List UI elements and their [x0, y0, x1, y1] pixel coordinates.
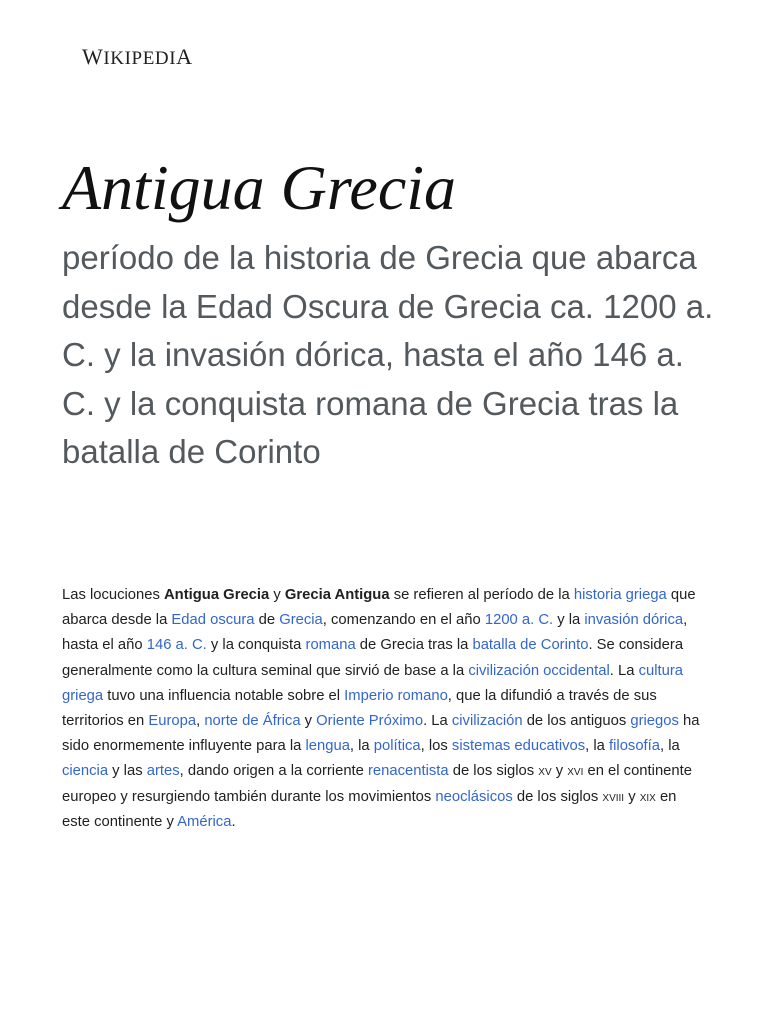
page-description: período de la historia de Grecia que abarca desde la Edad Oscura de Grecia ca. 1200 a. C. y la invasión dórica, hasta el año 146 a. C. y la conquista romana de Grecia tras la batalla de Corinto — [62, 239, 714, 470]
link-neoclasicos[interactable]: neoclásicos — [435, 788, 513, 805]
text-segment: y la — [553, 612, 585, 629]
text-segment: , la — [660, 738, 680, 755]
link-lengua[interactable]: lengua — [305, 738, 350, 755]
text-segment: ha sido enormemente influyente para la — [62, 713, 700, 755]
text-segment: en este continente y — [62, 788, 677, 830]
link-america[interactable]: América — [177, 813, 232, 830]
link-civilizacion-occidental[interactable]: civilización occidental — [468, 662, 610, 679]
text-segment: , dando origen a la corriente — [179, 763, 368, 780]
link-invasion-dorica[interactable]: invasión dórica — [584, 612, 684, 629]
text-segment: y las — [108, 763, 147, 780]
link-historia-griega[interactable]: historia griega — [573, 587, 667, 603]
century-numeral: xix — [639, 788, 656, 805]
text-segment: de los antiguos — [522, 713, 631, 730]
text-segment: se refieren al período de la — [389, 587, 574, 603]
text-segment: Las locuciones — [62, 587, 164, 603]
link-europa[interactable]: Europa — [148, 713, 197, 730]
text-segment: , comenzando en el año — [322, 612, 485, 629]
wikipedia-logo[interactable] — [82, 44, 193, 70]
text-segment: y — [624, 788, 640, 805]
text-segment: . — [231, 813, 236, 830]
link-norte-de-africa[interactable]: norte de África — [204, 713, 301, 730]
century-numeral: xviii — [602, 788, 625, 805]
century-numeral: xv — [538, 763, 552, 780]
text-segment: en el continente europeo y resurgiendo también durante los movimientos — [62, 763, 692, 805]
text-segment: y — [269, 587, 285, 603]
page-title: Antigua Grecia — [62, 152, 456, 223]
link-artes[interactable]: artes — [146, 763, 180, 780]
text-segment: . Se considera generalmente como la cultura seminal que sirvió de base a la — [62, 637, 684, 679]
text-segment: de Grecia tras la — [355, 637, 473, 654]
article-extract — [62, 583, 708, 835]
text-segment: tuvo una influencia notable sobre el — [103, 687, 345, 704]
century-numeral: xvi — [567, 763, 584, 780]
link-cultura-griega[interactable]: cultura griega — [62, 662, 684, 704]
logo-letter-w: W — [82, 44, 104, 69]
link-renacentista[interactable]: renacentista — [368, 763, 449, 780]
text-segment: de los siglos — [512, 788, 603, 805]
link-romana[interactable]: romana — [305, 637, 356, 654]
link-1200-ac[interactable]: 1200 a. C. — [484, 612, 554, 629]
link-batalla-de-corinto[interactable]: batalla de Corinto — [472, 637, 589, 654]
text-segment: . La — [423, 713, 452, 730]
text-segment: , hasta el año — [62, 612, 688, 654]
text-segment: , los — [420, 738, 452, 755]
link-civilizacion[interactable]: civilización — [451, 713, 523, 730]
link-imperio-romano[interactable]: Imperio romano — [344, 687, 448, 704]
logo-letter-a: A — [176, 44, 193, 69]
link-filosofia[interactable]: filosofía — [609, 738, 661, 755]
link-edad-oscura[interactable]: Edad oscura — [171, 612, 255, 629]
text-segment: y — [551, 763, 568, 780]
bold-term-grecia-antigua: Grecia Antigua — [284, 587, 390, 603]
bold-term-antigua-grecia: Antigua Grecia — [164, 587, 270, 603]
text-segment: de — [254, 612, 280, 629]
link-146-ac[interactable]: 146 a. C. — [146, 637, 207, 654]
link-sistemas-educativos[interactable]: sistemas educativos — [451, 738, 586, 755]
text-segment: que abarca desde la — [62, 587, 696, 629]
text-segment: , la — [585, 738, 610, 755]
logo-letters-middle: IKIPEDI — [103, 48, 177, 69]
text-segment: de los siglos — [448, 763, 539, 780]
text-segment: y — [300, 713, 317, 730]
text-segment: , — [196, 713, 205, 730]
text-segment: , que la difundió a través de sus territorios en — [62, 687, 657, 730]
link-ciencia[interactable]: ciencia — [62, 763, 109, 780]
link-oriente-proximo[interactable]: Oriente Próximo — [316, 713, 424, 730]
link-grecia[interactable]: Grecia — [279, 612, 323, 629]
text-segment: , la — [349, 738, 374, 755]
text-segment: . La — [609, 662, 639, 679]
text-segment: y la conquista — [206, 637, 306, 654]
link-politica[interactable]: política — [373, 738, 421, 755]
link-griegos[interactable]: griegos — [630, 713, 679, 730]
